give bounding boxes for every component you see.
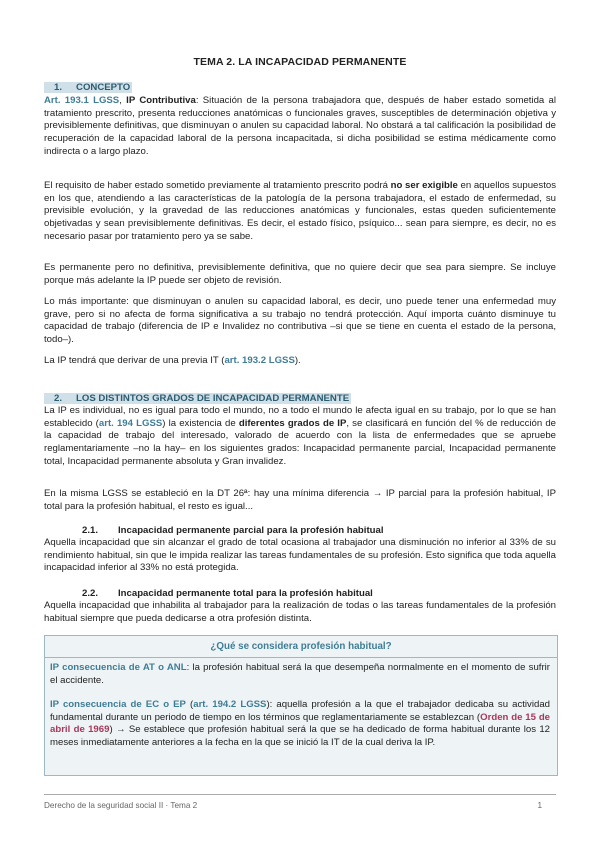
paragraph-total: Aquella incapacidad que inhabilita al trabajador para la realización de todas o las tareas fundamentales de la profesión habitual siempre que pueda dedicarse a otra profesión distinta. [44, 600, 556, 624]
section-number: 2. [54, 393, 63, 404]
subsection-heading-total: 2.2. Incapacidad permanente total para la profesión habitual [82, 588, 373, 599]
legal-reference: art. 193.2 LGSS [224, 355, 295, 366]
footer-text: Derecho de la seguridad social II · Tema 2 [44, 801, 198, 810]
info-box-at-anl: IP consecuencia de AT o ANL: la profesión habitual será la que desempeña normalmente en el momento de sufrir el accidente. [50, 662, 550, 686]
legal-reference: art. 194 LGSS [98, 417, 163, 429]
paragraph-dt26: En la misma LGSS se estableció en la DT 26ª: hay una mínima diferencia → IP parcial para la profesión habitual, IP total para la profesión habitual, el resto es igual... [44, 488, 556, 512]
legal-reference: art. 194.2 LGSS [193, 699, 267, 710]
section-label: CONCEPTO [76, 82, 131, 93]
paragraph-grados: La IP es individual, no es igual para todo el mundo, no a todo el mundo le afecta igual en su trabajo, por lo que se han establecido (art. 194 LGSS) la existencia de diferentes grados de IP, se clasificará en función del % de reducción de la capacidad de trabajo del interesado, valorado de acuerdo con la lista de enfermedades que se apruebe reglamentariamente –no la hay– en los siguientes grados: Incapacidad permanente parcial, Incapacidad permanente total, Incapacidad permanente absoluta y Gran invalidez. [44, 405, 557, 467]
info-box-profesion-habitual [44, 635, 558, 776]
order-reference: Orden de 15 de abril de 1969 [50, 711, 551, 736]
key-term: IP Contributiva [126, 95, 196, 106]
section-heading-concepto [44, 82, 132, 93]
footer-divider [44, 794, 556, 795]
paragraph-previous-it: La IP tendrá que derivar de una previa IT (art. 193.2 LGSS). [44, 355, 301, 366]
key-term: no ser exigible [390, 180, 458, 191]
paragraph-importance: Lo más importante: que disminuyan o anulen su capacidad laboral, es decir, uno puede tener una enfermedad muy grave, pero si no afecta de forma significativa a su trabajo no tendrá protección. Aquí importa cuánto disminuye tu capacidad de trabajo (diferencia de IP e Invalidez no contributiva –si que se tiene en cuenta el estado de la persona, todo–). [44, 296, 556, 346]
page-footer [44, 801, 556, 810]
key-term: diferentes grados de IP [238, 417, 347, 429]
section-label: LOS DISTINTOS GRADOS DE INCAPACIDAD PERMANENTE [76, 393, 350, 404]
section-heading-grados [44, 393, 351, 404]
paragraph-definition: Art. 193.1 LGSS, IP Contributiva: Situación de la persona trabajadora que, después de haber estado sometida al tratamiento prescrito, presenta reducciones anatómicas o funcionales graves, susceptibles de determinación objetiva y previsiblemente definitivas, que disminuyan o anulen su capacidad laboral. No obstará a tal calificación la posibilidad de recuperación de la capacidad laboral de la persona incapacitada, si dicha posibilidad se estima médicamente como indirecta o a largo plazo. [44, 95, 557, 157]
info-box-ec-ep: IP consecuencia de EC o EP (art. 194.2 LGSS): aquella profesión a la que el trabajador dedicaba su actividad fundamental durante un periodo de tiempo en los términos que reglamentariamente se establezcan (Orden de 15 de abril de 1969) → Se establece que profesión habitual será la que se ha dedicado de forma habitual durante los 12 meses inmediatamente anteriores a la fecha en la que se inició la IT de la cual deriva la IP. [50, 699, 551, 749]
paragraph-permanence: Es permanente pero no definitiva, previsiblemente definitiva, que no quiere decir que sea para siempre. Se incluye porque más adelante la IP puede ser objeto de revisión. [44, 262, 556, 286]
section-number: 1. [54, 82, 63, 93]
page-title: TEMA 2. LA INCAPACIDAD PERMANENTE [193, 56, 407, 68]
paragraph-requirement: El requisito de haber estado sometido previamente al tratamiento prescrito podrá no ser exigible en aquellos supuestos en los que, atendiendo a las características de la patología de la persona trabajadora, el estado de enfermedad, su previsible evolución, y la gravedad de las reducciones anatómicas y funcionales, estas queden suficientemente objetivadas y sean previsiblemente definitivas. Es decir, el estado físico, psíquico... sean para siempre, es decir, no es necesario pasar por tratamiento pero ya se sabe. [44, 180, 556, 242]
subsection-heading-parcial: 2.1. Incapacidad permanente parcial para la profesión habitual [82, 525, 384, 536]
page-number: 1 [537, 801, 542, 810]
legal-reference: Art. 193.1 LGSS [44, 95, 120, 106]
info-box-title: ¿Qué se considera profesión habitual? [45, 636, 557, 658]
paragraph-parcial: Aquella incapacidad que sin alcanzar el grado de total ocasiona al trabajador una disminución no inferior al 33% de su rendimiento habitual, sin que le impida realizar las tareas fundamentales de su profesión. Esto significa que toda aquella incapacidad inferior al 33% no está protegida. [44, 537, 556, 574]
